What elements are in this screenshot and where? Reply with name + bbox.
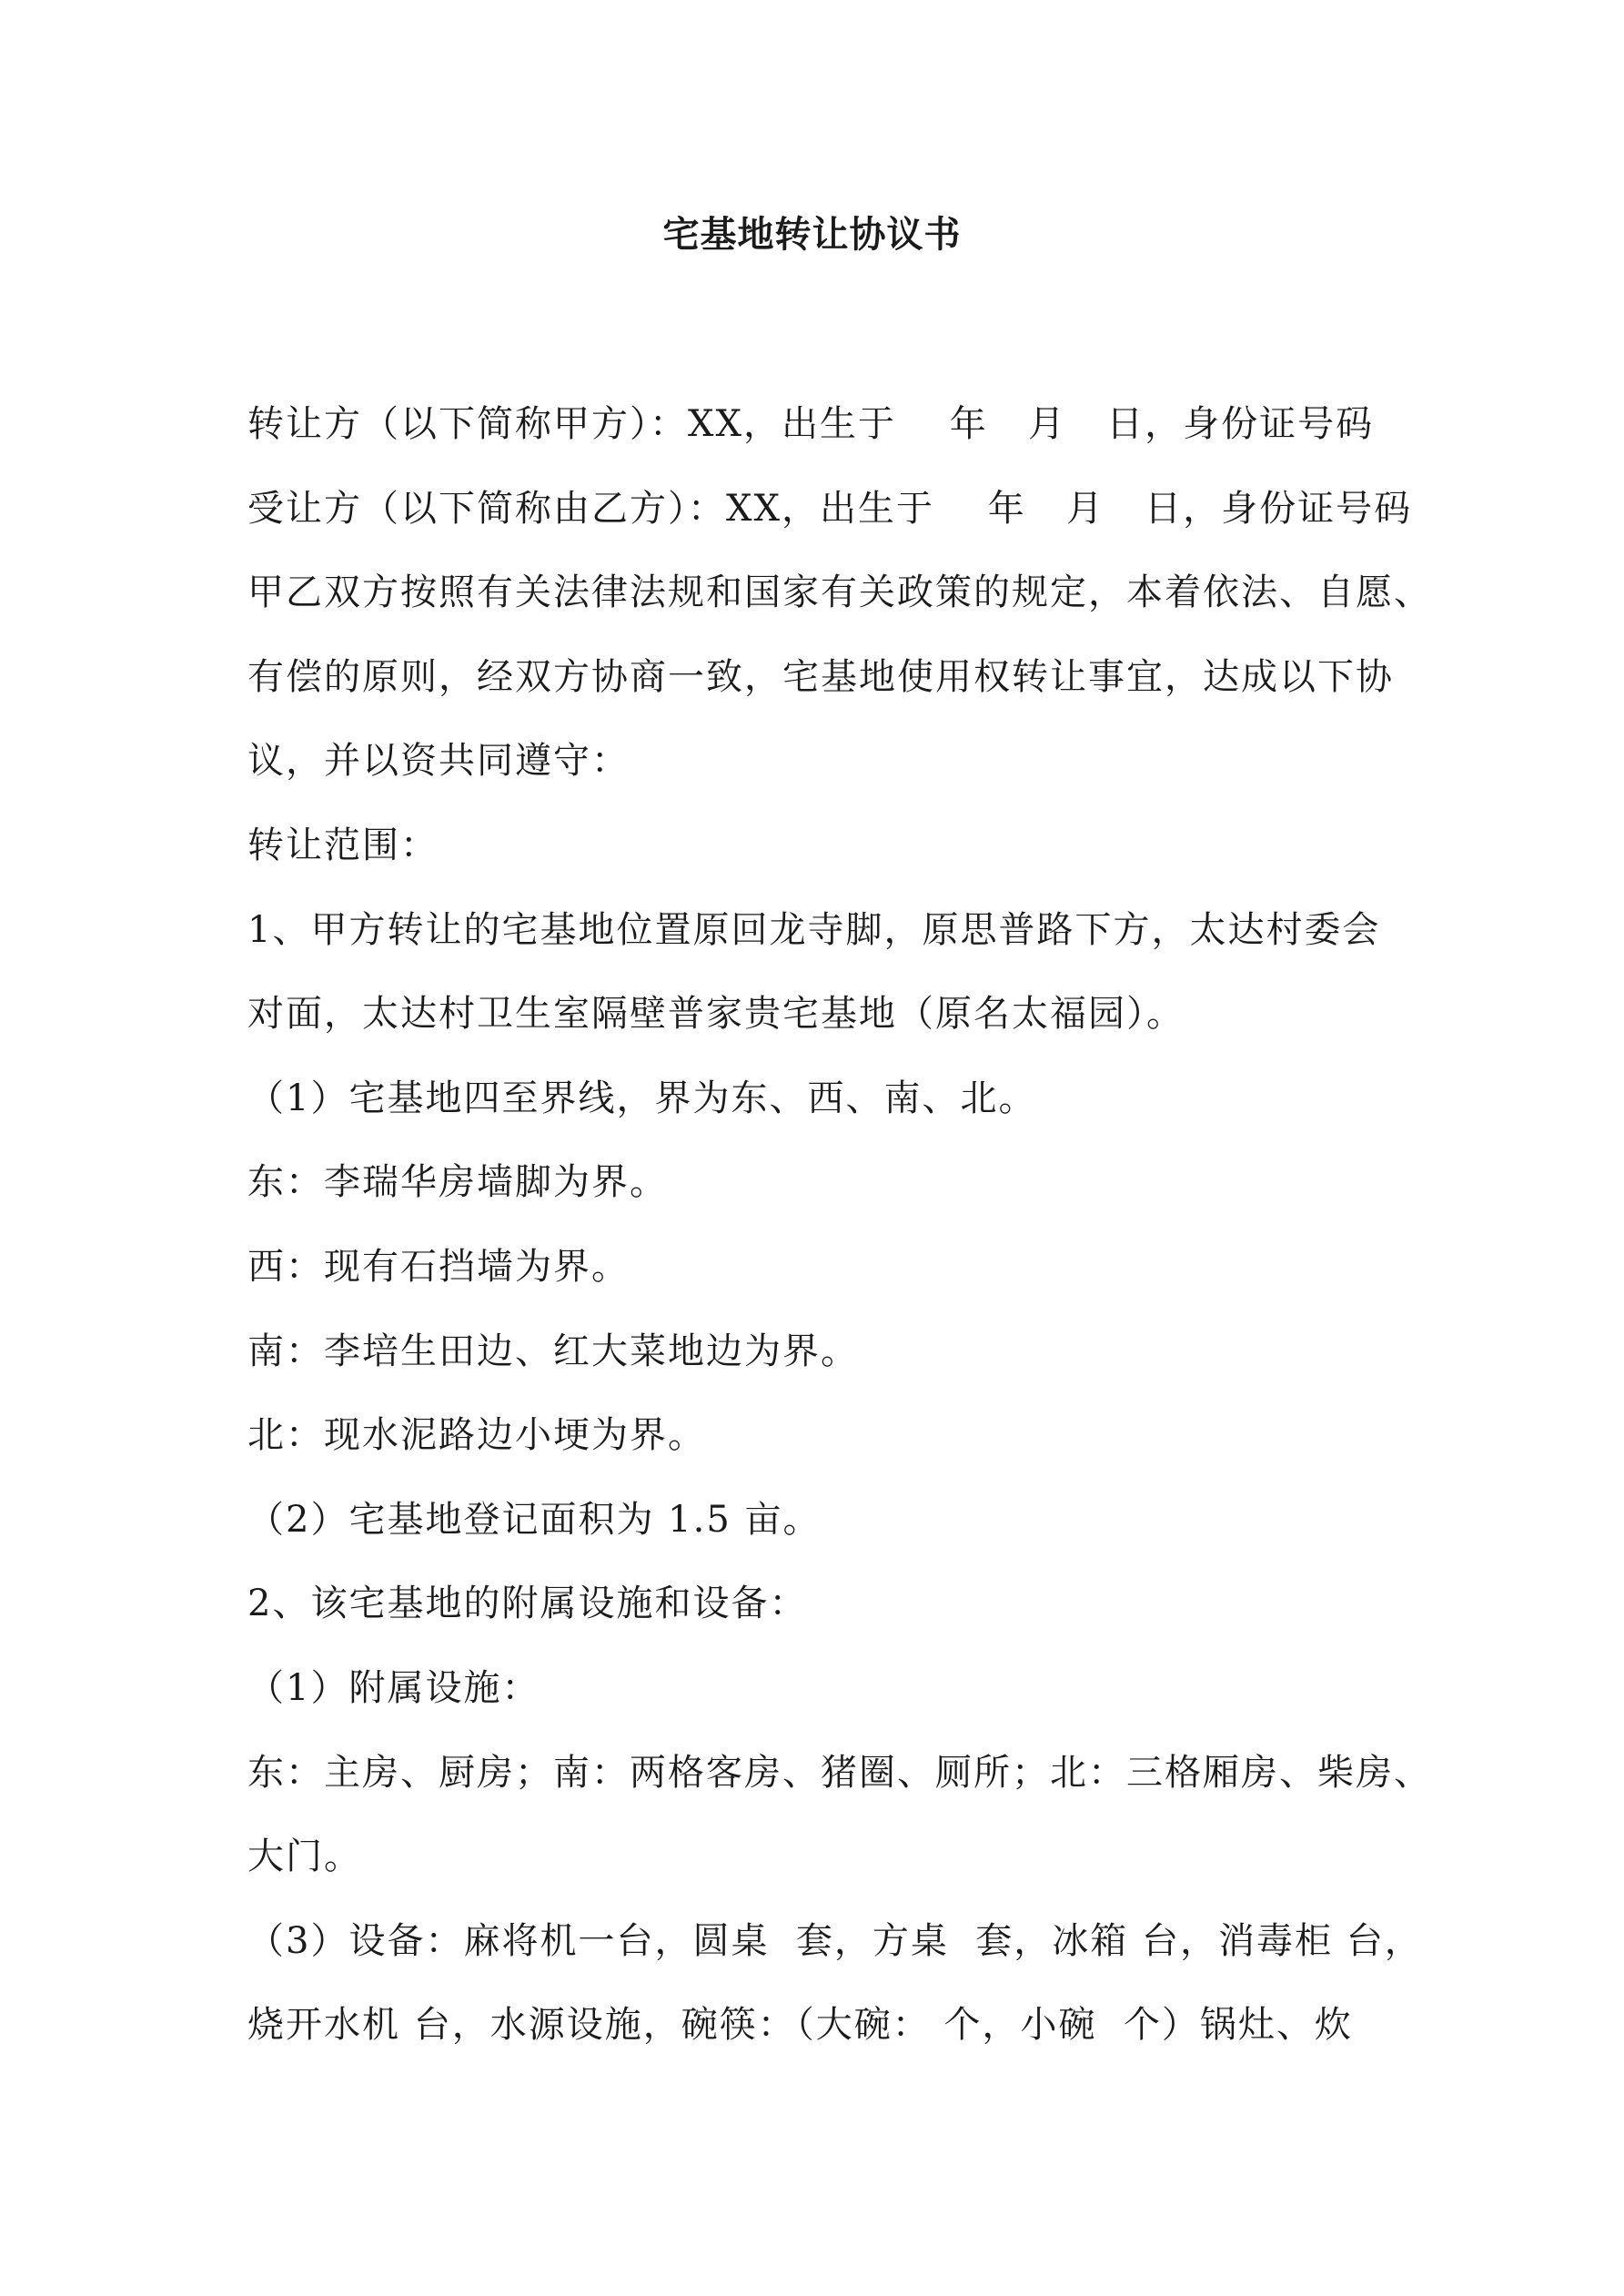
text-line: 甲乙双方按照有关法律法规和国家有关政策的规定，本着依法、自愿、: [247, 571, 1432, 614]
text-line: 对面，太达村卫生室隔壁普家贵宅基地（原名太福园）。: [247, 993, 1185, 1036]
document-body: [247, 382, 1432, 2068]
text-line: 西：现有石挡墙为界。: [247, 1245, 630, 1288]
text-line: 东：主房、厨房；南：两格客房、猪圈、厕所；北：三格厢房、柴房、: [247, 1751, 1432, 1794]
text-line: （2）宅基地登记面积为 1.5 亩。: [247, 1498, 822, 1541]
text-line: （1）附属设施：: [247, 1666, 540, 1709]
text-line: 有偿的原则，经双方协商一致，宅基地使用权转让事宜，达成以下协: [247, 655, 1394, 698]
document-title: 宅基地转让协议书: [662, 214, 962, 256]
text-line: 2、该宅基地的附属设施和设备：: [247, 1583, 808, 1625]
text-line: 东：李瑞华房墙脚为界。: [247, 1161, 668, 1204]
text-line: 南：李培生田边、红大菜地边为界。: [247, 1330, 859, 1372]
text-line: 烧开水机 台，水源设施，碗筷：（大碗： 个，小碗 个）锅灶、炊: [247, 2004, 1353, 2047]
text-line: 受让方（以下简称由乙方）：XX，出生于 年 月 日，身份证号码: [247, 487, 1413, 530]
text-line: 1、甲方转让的宅基地位置原回龙寺脚，原思普路下方，太达村委会: [247, 908, 1381, 951]
text-line: （3）设备：麻将机一台，圆桌 套，方桌 套，冰箱 台，消毒柜 台，: [247, 1919, 1423, 1962]
text-line: 转让方（以下简称甲方）：XX，出生于 年 月 日，身份证号码: [247, 403, 1375, 445]
text-line: （1）宅基地四至界线，界为东、西、南、北。: [247, 1077, 1037, 1119]
section-heading: 转让范围：: [247, 824, 439, 866]
text-line: 议，并以资共同遵守：: [247, 740, 630, 783]
text-line: 大门。: [247, 1836, 362, 1878]
text-line: 北：现水泥路边小埂为界。: [247, 1414, 706, 1457]
